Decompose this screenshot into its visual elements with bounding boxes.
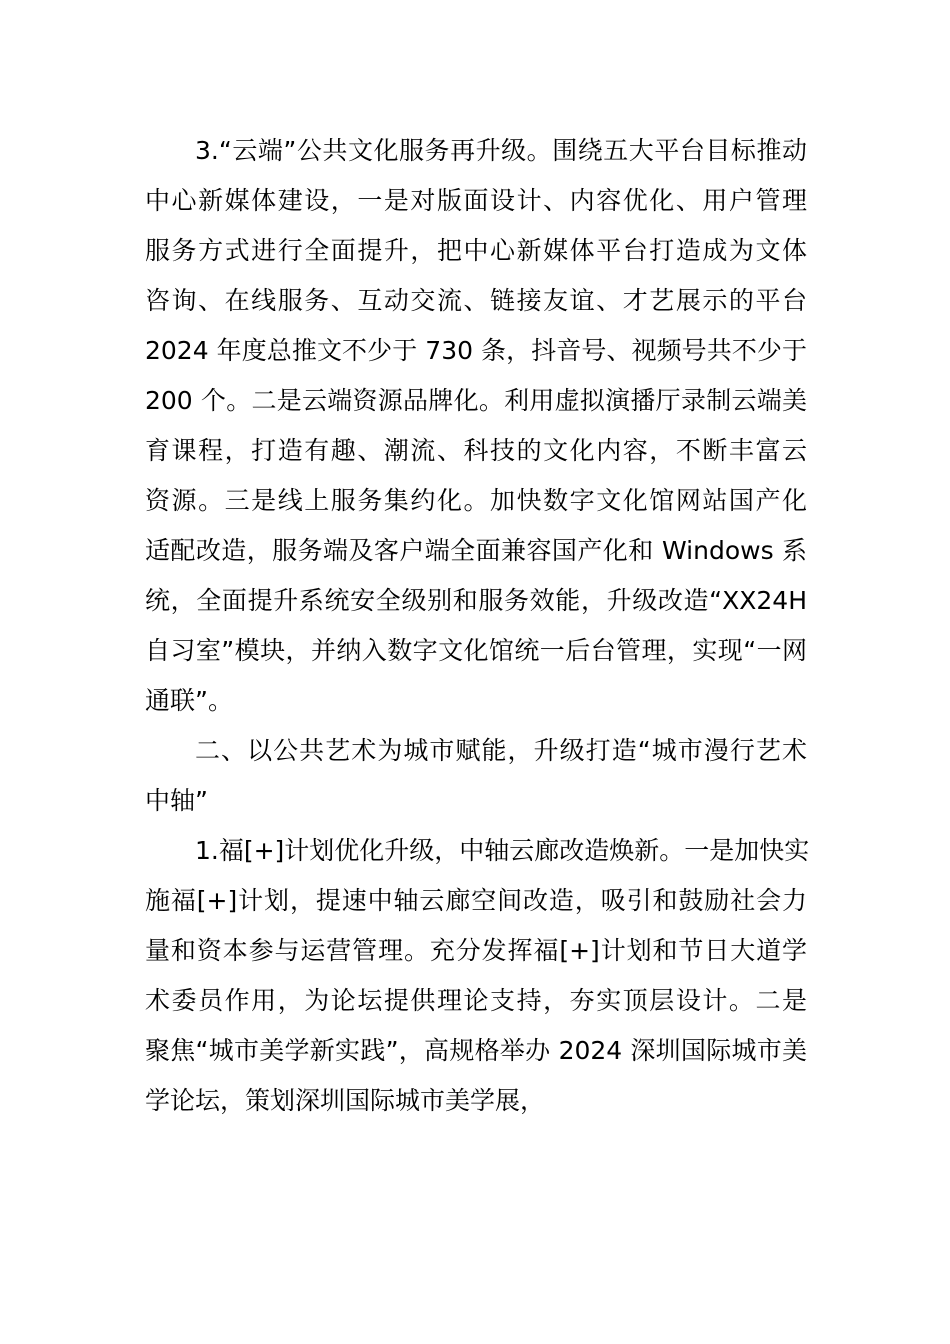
text-line: 量和资本参与运营管理。充分发挥福[+]计划和节日大道学: [145, 936, 807, 965]
text-line: 咨询、在线服务、互动交流、链接友谊、才艺展示的平台: [145, 286, 807, 315]
text-line: 施福[+]计划，提速中轴云廊空间改造，吸引和鼓励社会力: [145, 886, 807, 915]
text-line: 自习室”模块，并纳入数字文化馆统一后台管理，实现“一网: [145, 636, 807, 665]
text-line: 200 个。二是云端资源品牌化。利用虚拟演播厅录制云端美: [145, 386, 807, 415]
text-line: 服务方式进行全面提升，把中心新媒体平台打造成为文体: [145, 236, 807, 265]
text-line: 学论坛，策划深圳国际城市美学展，: [145, 1086, 546, 1115]
text-line: 术委员作用，为论坛提供理论支持，夯实顶层设计。二是: [145, 986, 807, 1015]
text-line: 二、以公共艺术为城市赋能，升级打造“城市漫行艺术: [195, 736, 807, 765]
text-line: 3.“云端”公共文化服务再升级。围绕五大平台目标推动: [195, 136, 807, 165]
paragraph-fu-plan: [145, 826, 810, 1126]
text-line: 聚焦“城市美学新实践”，高规格举办 2024 深圳国际城市美: [145, 1036, 807, 1065]
text-line: 资源。三是线上服务集约化。加快数字文化馆网站国产化: [145, 486, 807, 515]
text-line: 2024 年度总推文不少于 730 条，抖音号、视频号共不少于: [145, 336, 807, 365]
section-heading: [145, 726, 807, 826]
text-line: 通联”。: [145, 686, 233, 715]
text-line: 中轴”: [145, 786, 208, 815]
text-line: 1.福[+]计划优化升级，中轴云廊改造焕新。一是加快实: [195, 836, 810, 865]
document-body: [145, 126, 810, 1126]
text-line: 育课程，打造有趣、潮流、科技的文化内容，不断丰富云: [145, 436, 807, 465]
text-line: 中心新媒体建设，一是对版面设计、内容优化、用户管理: [145, 186, 807, 215]
text-line: 统，全面提升系统安全级别和服务效能，升级改造“XX24H: [145, 586, 807, 615]
paragraph-cloud-service: [145, 126, 807, 726]
text-line: 适配改造，服务端及客户端全面兼容国产化和 Windows 系: [145, 536, 807, 565]
